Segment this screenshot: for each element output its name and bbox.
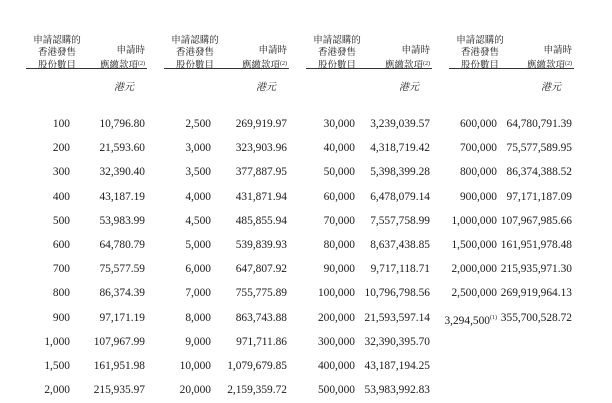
amount-cell: 75,577,589.95 bbox=[506, 142, 572, 155]
amount-cell: 1,079,679.85 bbox=[227, 359, 287, 372]
shares-value: 500 bbox=[52, 214, 70, 227]
shares-value: 700,000 bbox=[459, 142, 497, 155]
footnote-marker: (1) bbox=[490, 314, 497, 321]
amount-cell: 6,478,079.14 bbox=[370, 190, 430, 203]
amount-cell: 161,951.98 bbox=[93, 359, 145, 372]
header-underline bbox=[221, 68, 289, 69]
amount-header bbox=[350, 10, 430, 72]
shares-header-line: 申請認購的 bbox=[456, 34, 504, 46]
header-underline bbox=[164, 68, 226, 69]
amount-header-line bbox=[217, 58, 287, 73]
shares-value: 900,000 bbox=[459, 190, 497, 203]
amount-cell: 10,796.80 bbox=[99, 118, 145, 130]
amount-header-text: 應繳款項 bbox=[241, 59, 280, 71]
shares-value: 4,000 bbox=[185, 190, 211, 203]
shares-value: 800 bbox=[52, 287, 70, 300]
amount-cell: 355,700,528.72 bbox=[500, 311, 572, 324]
amount-cell: 107,967.99 bbox=[93, 335, 145, 348]
amount-cell: 215,935.97 bbox=[93, 384, 145, 397]
shares-header-line: 股份數目 bbox=[317, 59, 356, 71]
amount-cell: 647,807.92 bbox=[235, 263, 287, 276]
shares-value: 30,000 bbox=[323, 118, 355, 130]
shares-value: 100 bbox=[52, 118, 70, 130]
footnote-marker: (2) bbox=[280, 60, 287, 67]
shares-value: 4,500 bbox=[185, 214, 211, 227]
shares-header-line: 股份數目 bbox=[460, 59, 499, 71]
shares-header-line: 香港發售 bbox=[317, 47, 356, 58]
shares-value: 300 bbox=[52, 166, 70, 179]
amount-header-line: 申請時 bbox=[401, 45, 430, 56]
shares-value: 8,000 bbox=[185, 311, 211, 324]
shares-value: 1,000 bbox=[44, 335, 70, 348]
shares-value: 3,000 bbox=[185, 142, 211, 155]
amount-cell: 269,919,964.13 bbox=[500, 287, 572, 300]
amount-header-text: 應繳款項 bbox=[99, 59, 138, 71]
amount-column bbox=[197, 112, 287, 402]
shares-header-line: 香港發售 bbox=[37, 47, 76, 58]
shares-value: 400 bbox=[52, 190, 70, 203]
amount-cell: 86,374,388.52 bbox=[506, 166, 572, 179]
currency-unit: 港元 bbox=[399, 82, 419, 93]
amount-cell: 755,775.89 bbox=[235, 287, 287, 300]
amount-cell: 2,159,359.72 bbox=[227, 384, 287, 397]
shares-value: 1,500,000 bbox=[451, 238, 497, 251]
shares-value: 2,000,000 bbox=[451, 263, 497, 276]
shares-value: 1,500 bbox=[44, 359, 70, 372]
shares-value: 600,000 bbox=[459, 118, 497, 130]
shares-value: 5,000 bbox=[185, 238, 211, 251]
amount-header-line bbox=[492, 58, 572, 73]
amount-header-line bbox=[350, 58, 430, 73]
shares-value: 50,000 bbox=[323, 166, 355, 179]
header-underline bbox=[496, 68, 574, 69]
currency-unit: 港元 bbox=[114, 82, 134, 93]
amount-header-line: 申請時 bbox=[116, 45, 145, 56]
shares-value: 7,000 bbox=[185, 287, 211, 300]
amount-cell: 9,717,118.71 bbox=[370, 263, 430, 276]
amount-cell: 863,743.88 bbox=[235, 311, 287, 324]
amount-cell: 97,171.19 bbox=[99, 311, 145, 324]
shares-value: 200 bbox=[52, 142, 70, 155]
shares-value: 300,000 bbox=[317, 335, 355, 348]
shares-value: 1,000,000 bbox=[451, 214, 497, 227]
amount-cell: 269,919.97 bbox=[235, 118, 287, 130]
shares-value: 60,000 bbox=[323, 190, 355, 203]
amount-cell: 3,239,039.57 bbox=[370, 118, 430, 130]
shares-value: 6,000 bbox=[185, 263, 211, 276]
shares-header-line: 申請認購的 bbox=[171, 34, 219, 46]
shares-value: 80,000 bbox=[323, 238, 355, 251]
shares-value: 2,500 bbox=[185, 118, 211, 130]
footnote-marker: (2) bbox=[565, 60, 572, 67]
amount-cell: 215,935,971.30 bbox=[500, 263, 572, 276]
shares-value: 9,000 bbox=[185, 335, 211, 348]
shares-value: 100,000 bbox=[317, 287, 355, 300]
amount-cell: 32,390,395.70 bbox=[364, 335, 430, 348]
shares-value: 700 bbox=[52, 263, 70, 276]
amount-cell: 53,983.99 bbox=[99, 214, 145, 227]
amount-header bbox=[492, 10, 572, 72]
amount-header-line: 申請時 bbox=[543, 45, 572, 56]
amount-cell: 32,390.40 bbox=[99, 166, 145, 179]
amount-cell: 75,577.59 bbox=[99, 263, 145, 276]
shares-value: 3,500 bbox=[185, 166, 211, 179]
shares-value: 10,000 bbox=[179, 359, 211, 372]
shares-header-line: 股份數目 bbox=[37, 59, 76, 71]
amount-cell: 4,318,719.42 bbox=[370, 142, 430, 155]
shares-header-line: 股份數目 bbox=[175, 59, 214, 71]
amount-cell: 431,871.94 bbox=[235, 190, 287, 203]
shares-value: 200,000 bbox=[317, 311, 355, 324]
shares-header-line: 申請認購的 bbox=[33, 34, 81, 46]
footnote-marker: (2) bbox=[423, 60, 430, 67]
shares-value: 600 bbox=[52, 238, 70, 251]
amount-cell: 377,887.95 bbox=[235, 166, 287, 179]
amount-cell: 5,398,399.28 bbox=[370, 166, 430, 179]
amount-cell: 539,839.93 bbox=[235, 238, 287, 251]
amount-header-line bbox=[75, 58, 145, 73]
amount-header bbox=[75, 10, 145, 72]
amount-cell: 485,855.94 bbox=[235, 214, 287, 227]
shares-value: 500,000 bbox=[317, 384, 355, 397]
shares-value: 900 bbox=[52, 311, 70, 324]
amount-column bbox=[482, 112, 572, 330]
shares-value: 3,294,500 bbox=[444, 314, 490, 327]
shares-value: 2,000 bbox=[44, 384, 70, 397]
amount-cell: 323,903.96 bbox=[235, 142, 287, 155]
shares-value: 400,000 bbox=[317, 359, 355, 372]
shares-value: 40,000 bbox=[323, 142, 355, 155]
amount-cell: 43,187.19 bbox=[99, 190, 145, 203]
footnote-marker: (2) bbox=[138, 60, 145, 67]
shares-header-line: 香港發售 bbox=[460, 47, 499, 58]
amount-header-line: 申請時 bbox=[258, 45, 287, 56]
shares-header-line: 申請認購的 bbox=[313, 34, 361, 46]
amount-cell: 86,374.39 bbox=[99, 287, 145, 300]
amount-header bbox=[217, 10, 287, 72]
amount-cell: 64,780.79 bbox=[99, 238, 145, 251]
amount-cell: 7,557,758.99 bbox=[370, 214, 430, 227]
amount-cell: 97,171,187.09 bbox=[506, 190, 572, 203]
currency-unit: 港元 bbox=[541, 82, 561, 93]
amount-cell: 161,951,978.48 bbox=[500, 238, 572, 251]
header-underline bbox=[79, 68, 147, 69]
shares-value: 90,000 bbox=[323, 263, 355, 276]
shares-value: 70,000 bbox=[323, 214, 355, 227]
shares-value: 2,500,000 bbox=[451, 287, 497, 300]
shares-header-line: 香港發售 bbox=[175, 47, 214, 58]
amount-cell: 53,983,992.83 bbox=[364, 384, 430, 397]
amount-cell: 107,967,985.66 bbox=[500, 214, 572, 227]
currency-unit: 港元 bbox=[256, 82, 276, 93]
amount-cell: 8,637,438.85 bbox=[370, 238, 430, 251]
amount-cell: 971,711.86 bbox=[236, 335, 287, 348]
amount-cell: 21,593,597.14 bbox=[364, 311, 430, 324]
shares-value: 800,000 bbox=[459, 166, 497, 179]
header-underline bbox=[354, 68, 432, 69]
amount-cell: 21,593.60 bbox=[99, 142, 145, 155]
amount-cell: 43,187,194.25 bbox=[364, 359, 430, 372]
amount-header-text: 應繳款項 bbox=[526, 59, 565, 71]
amount-header-text: 應繳款項 bbox=[384, 59, 423, 71]
shares-value: 20,000 bbox=[179, 384, 211, 397]
amount-cell: 10,796,798.56 bbox=[364, 287, 430, 300]
amount-cell: 64,780,791.39 bbox=[506, 118, 572, 130]
